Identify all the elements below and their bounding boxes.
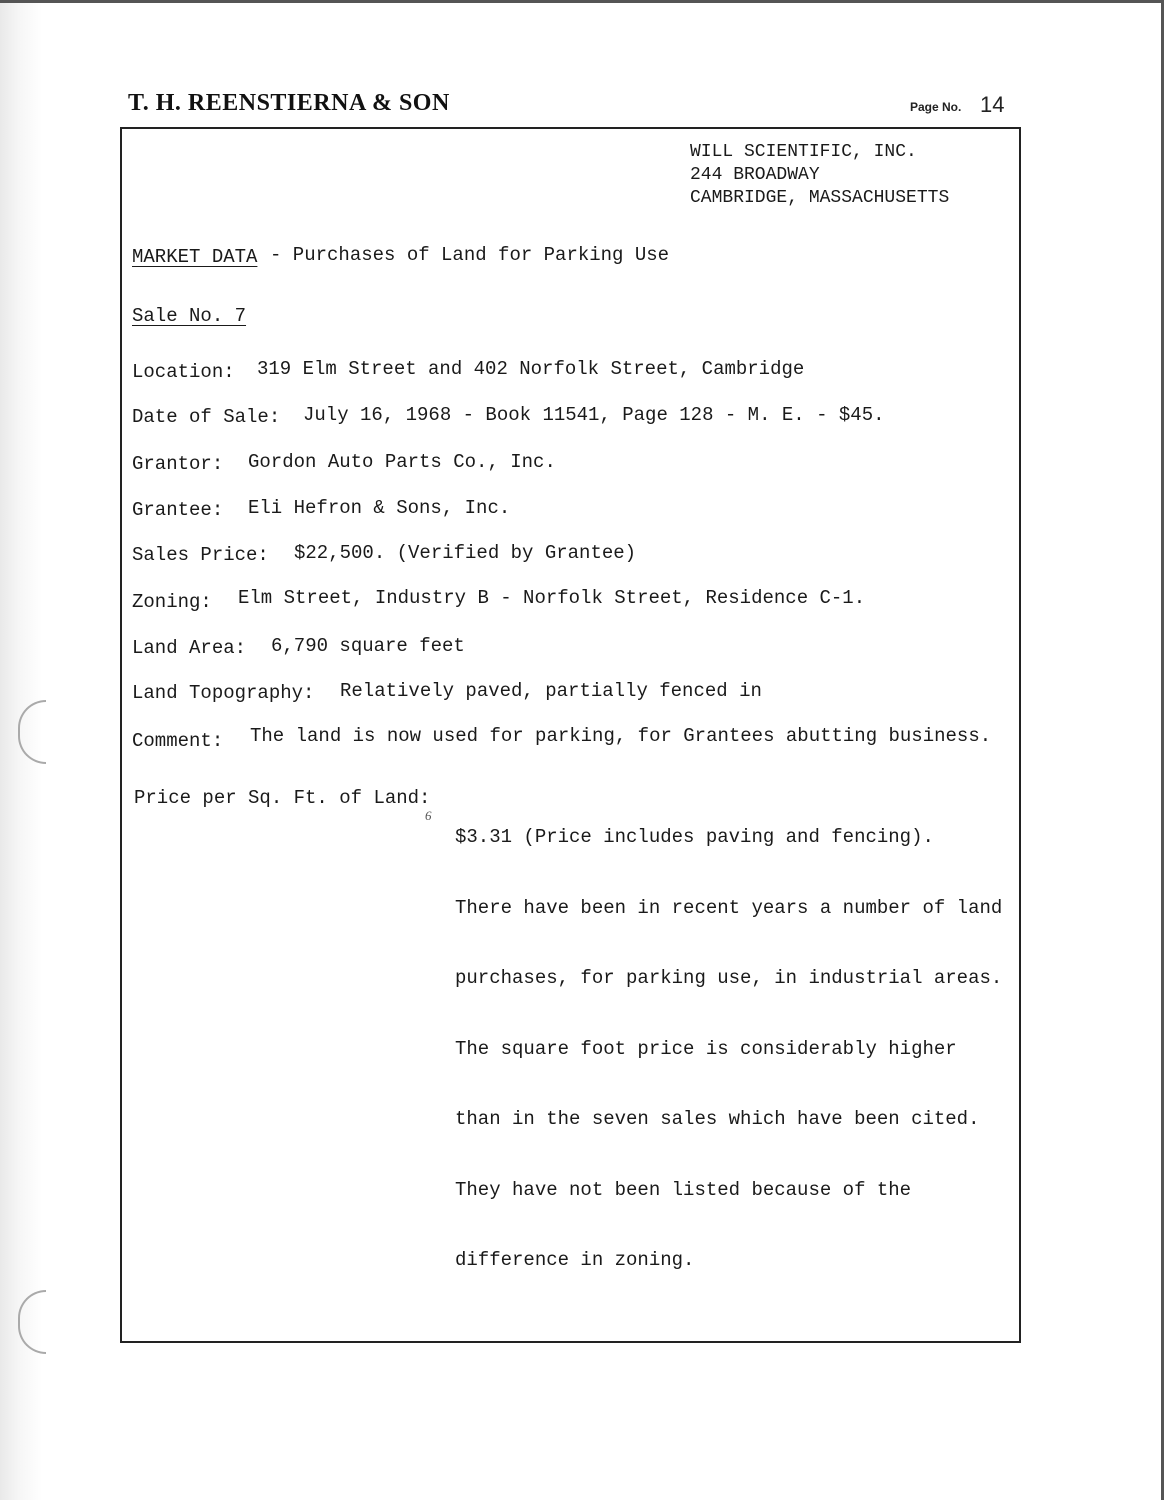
grantor-value: Gordon Auto Parts Co., Inc.: [248, 451, 556, 473]
land-area-label: Land Area:: [132, 637, 247, 659]
zoning-label: Zoning:: [132, 591, 212, 613]
price-line: difference in zoning.: [455, 1249, 695, 1271]
comment-label: Comment:: [132, 730, 224, 752]
price-line: $3.31 (Price includes paving and fencing).: [455, 826, 934, 848]
comment-value: The land is now used for parking, for Grantees abutting business.: [250, 725, 992, 747]
land-topography-value: Relatively paved, partially fenced in: [340, 680, 762, 702]
sales-price-value: $22,500. (Verified by Grantee): [294, 542, 637, 564]
client-city: CAMBRIDGE, MASSACHUSETTS: [690, 188, 950, 208]
section-heading: MARKET DATA: [132, 246, 258, 268]
price-line: than in the seven sales which have been cited.: [455, 1108, 980, 1130]
date-of-sale-value: July 16, 1968 - Book 11541, Page 128 - M. E. - $45.: [303, 404, 885, 426]
client-name: WILL SCIENTIFIC, INC.: [690, 142, 917, 162]
price-line: There have been in recent years a number of land: [455, 896, 1003, 919]
grantee-label: Grantee:: [132, 499, 224, 521]
location-value: 319 Elm Street and 402 Norfolk Street, Cambridge: [257, 358, 805, 380]
sale-number: Sale No. 7: [132, 305, 247, 327]
land-area-value: 6,790 square feet: [271, 635, 465, 657]
grantor-label: Grantor:: [132, 453, 224, 475]
page-number: 14: [980, 92, 1005, 117]
zoning-value: Elm Street, Industry B - Norfolk Street, Residence C-1.: [238, 587, 866, 609]
page-label: Page No.: [910, 100, 962, 114]
price-per-sqft-label: Price per Sq. Ft. of Land:: [134, 787, 431, 809]
scan-top-edge: [0, 0, 1164, 3]
sales-price-label: Sales Price:: [132, 544, 269, 566]
price-per-sqft-text: [455, 779, 1002, 1296]
location-label: Location:: [132, 361, 235, 383]
land-topography-label: Land Topography:: [132, 682, 315, 704]
date-of-sale-label: Date of Sale:: [132, 406, 281, 428]
price-line: The square foot price is considerably higher: [455, 1037, 957, 1060]
price-line: They have not been listed because of the: [455, 1178, 912, 1201]
client-street: 244 BROADWAY: [690, 165, 820, 185]
grantee-value: Eli Hefron & Sons, Inc.: [248, 497, 511, 519]
section-heading-rest: - Purchases of Land for Parking Use: [270, 244, 670, 266]
margin-mark: 6: [425, 808, 432, 823]
price-line: purchases, for parking use, in industrial areas.: [455, 967, 1003, 989]
firm-name: T. H. REENSTIERNA & SON: [128, 90, 450, 116]
